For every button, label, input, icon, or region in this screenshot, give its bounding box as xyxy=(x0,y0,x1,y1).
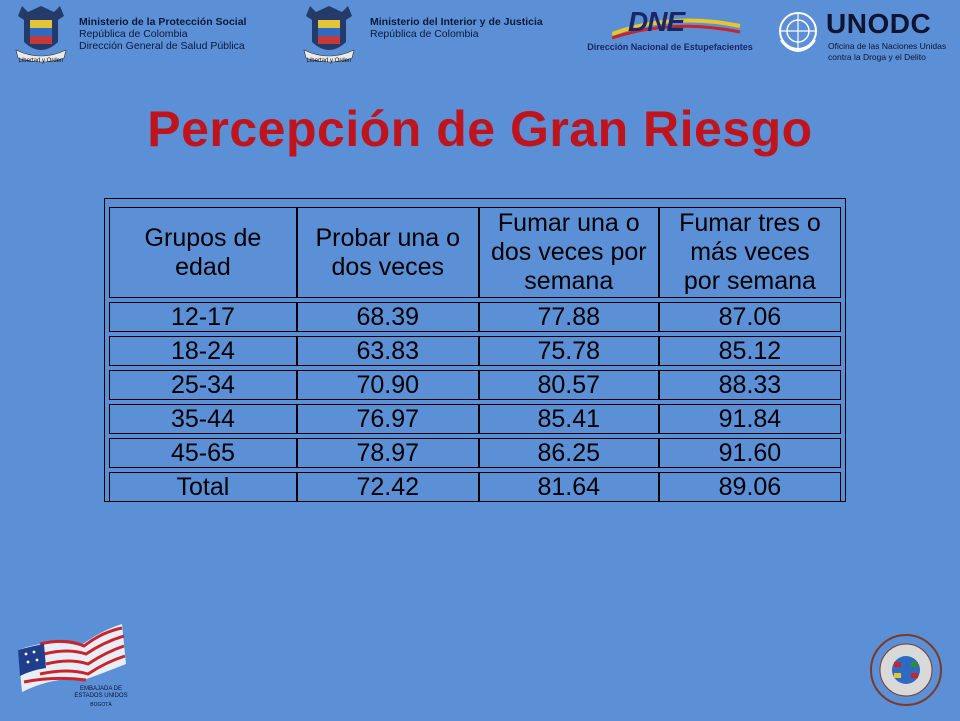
embassy-text: EMBAJADA DE ESTADOS UNIDOS xyxy=(74,686,128,699)
table-row-total xyxy=(109,472,841,502)
header-cell-weekly-3-plus: Fumar tres o más veces por semana xyxy=(659,207,841,298)
unodc-logo-text: UNODC xyxy=(826,8,932,39)
dne-name: Dirección Nacional de Estupefacientes xyxy=(587,42,753,52)
ministry1-block xyxy=(79,16,289,52)
header-cell-weekly-1-2: Fumar una o dos veces por semana xyxy=(479,207,659,298)
value-cell: 85.41 xyxy=(479,404,659,434)
table-row xyxy=(109,370,841,400)
value-cell: 91.84 xyxy=(659,404,841,434)
value-cell: 88.33 xyxy=(659,370,841,400)
dne-logo-text: DNE xyxy=(628,6,685,37)
header-cell-try-once: Probar una o dos veces xyxy=(297,207,479,298)
ministry1-direction: Dirección General de Salud Pública xyxy=(79,40,245,52)
value-cell: 89.06 xyxy=(659,472,841,502)
age-group-cell: 12-17 xyxy=(109,302,297,332)
un-emblem-icon xyxy=(777,10,819,52)
ministry2-name: Ministerio del Interior y de Justicia xyxy=(370,16,543,28)
value-cell: 86.25 xyxy=(479,438,659,468)
table-row xyxy=(109,302,841,332)
value-cell: 91.60 xyxy=(659,438,841,468)
value-cell: 75.78 xyxy=(479,336,659,366)
unodc-line2: contra la Droga y el Delito xyxy=(828,52,926,62)
ministry2-country: República de Colombia xyxy=(370,28,479,40)
header-cell-age-groups: Grupos de edad xyxy=(109,207,297,298)
age-group-cell: 18-24 xyxy=(109,336,297,366)
table-row xyxy=(109,336,841,366)
table-row xyxy=(109,404,841,434)
value-cell: 87.06 xyxy=(659,302,841,332)
age-group-cell: 35-44 xyxy=(109,404,297,434)
ministry1-name: Ministerio de la Protección Social xyxy=(79,16,247,28)
seal-motto: Libertad y Orden xyxy=(18,58,64,64)
oas-seal-icon xyxy=(868,632,944,708)
unodc-subtitle xyxy=(828,41,946,63)
page-title: Percepción de Gran Riesgo xyxy=(147,101,813,157)
ministry2-block xyxy=(370,16,580,40)
value-cell: 68.39 xyxy=(297,302,479,332)
value-cell: 63.83 xyxy=(297,336,479,366)
value-cell: 72.42 xyxy=(297,472,479,502)
table-row xyxy=(109,438,841,468)
embassy-city: BOGOTÁ xyxy=(90,702,112,708)
seal-motto: Libertad y Orden xyxy=(306,58,352,64)
risk-table xyxy=(109,203,841,506)
data-table-frame xyxy=(104,198,846,502)
value-cell: 70.90 xyxy=(297,370,479,400)
value-cell: 85.12 xyxy=(659,336,841,366)
value-cell: 81.64 xyxy=(479,472,659,502)
age-group-cell: 45-65 xyxy=(109,438,297,468)
us-embassy-flag-icon xyxy=(10,620,134,716)
unodc-line1: Oficina de las Naciones Unidas xyxy=(828,41,947,51)
age-group-cell: Total xyxy=(109,472,297,502)
ministry1-country: República de Colombia xyxy=(79,28,188,40)
table-header-row xyxy=(109,207,841,298)
value-cell: 78.97 xyxy=(297,438,479,468)
value-cell: 77.88 xyxy=(479,302,659,332)
value-cell: 80.57 xyxy=(479,370,659,400)
age-group-cell: 25-34 xyxy=(109,370,297,400)
value-cell: 76.97 xyxy=(297,404,479,434)
dne-logo xyxy=(572,4,768,56)
